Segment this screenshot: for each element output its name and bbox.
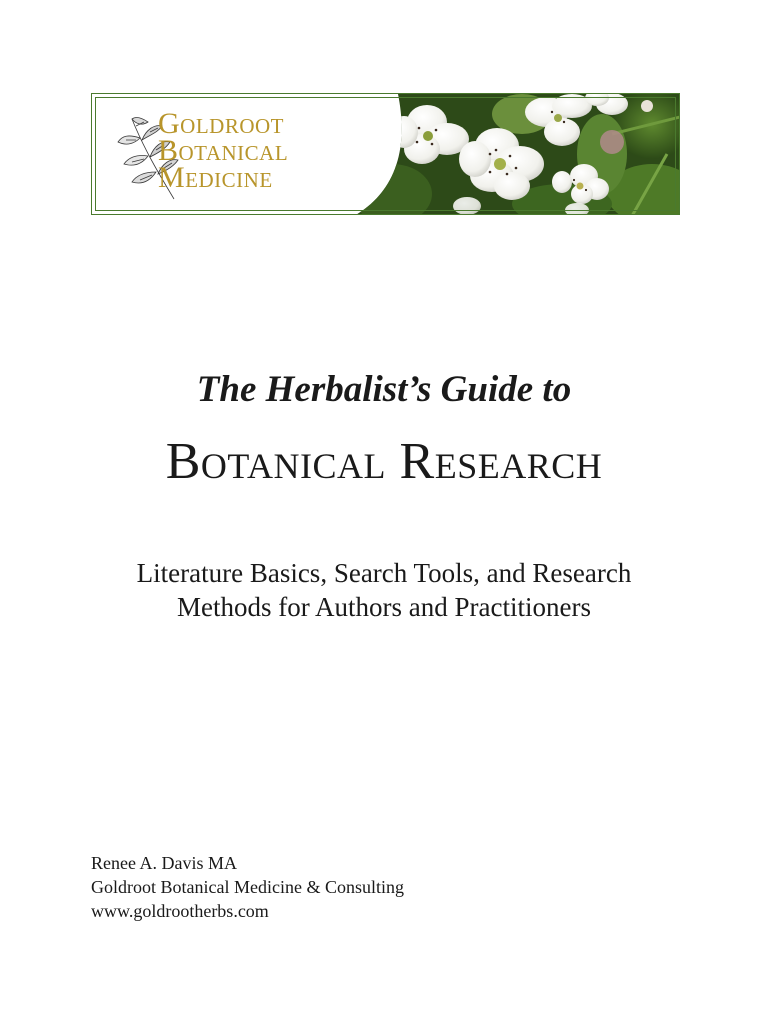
title-line-2: Botanical Research <box>165 433 603 490</box>
subtitle-line-2: Methods for Authors and Practitioners <box>177 592 591 622</box>
brand-line-1: Goldroot <box>158 107 284 140</box>
brand-line-2: Botanical <box>158 134 289 167</box>
brand-wordmark <box>158 107 289 194</box>
brand-line-3: Medicine <box>158 161 273 194</box>
subtitle <box>0 556 768 624</box>
author-block <box>91 851 404 923</box>
brand-banner <box>91 93 680 215</box>
author-name: Renee A. Davis MA <box>91 853 237 873</box>
author-organization: Goldroot Botanical Medicine & Consulting <box>91 877 404 897</box>
title-line-1: The Herbalist’s Guide to <box>196 369 572 410</box>
author-website: www.goldrootherbs.com <box>91 901 269 921</box>
subtitle-line-1: Literature Basics, Search Tools, and Research <box>136 558 632 588</box>
